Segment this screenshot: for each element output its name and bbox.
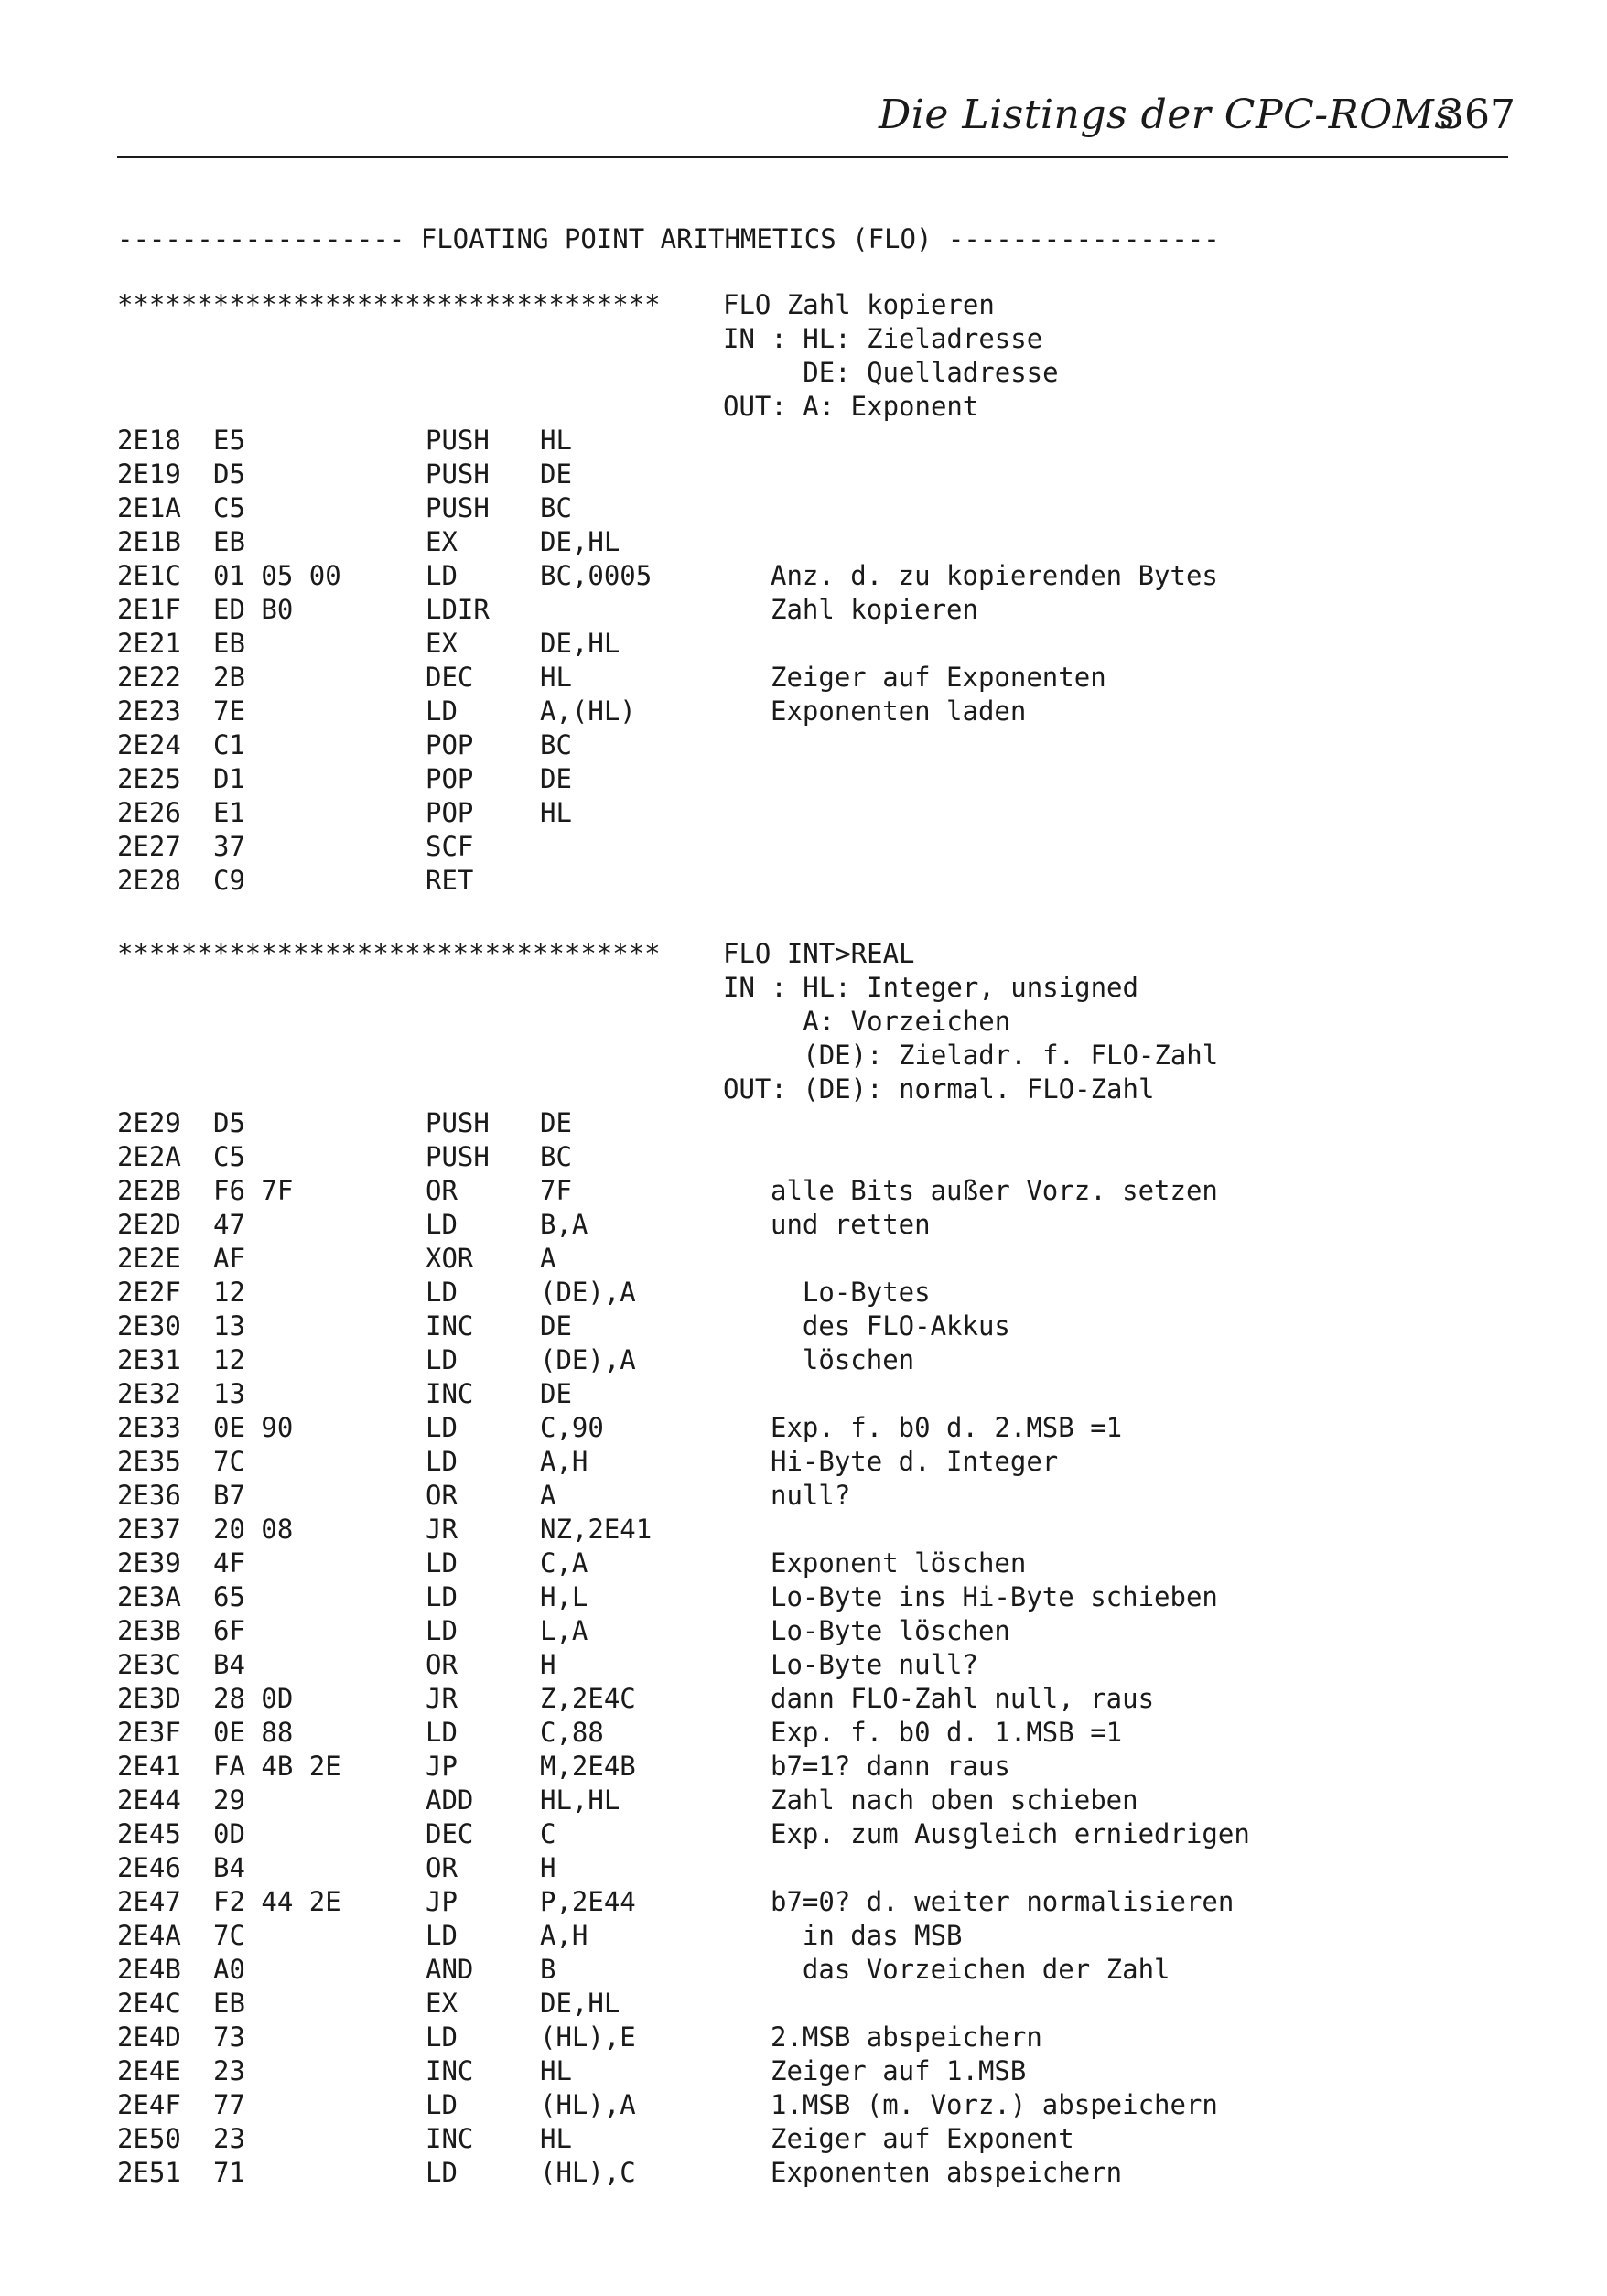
operand-cell: DE bbox=[540, 458, 572, 490]
listing-row bbox=[0, 1682, 1607, 1716]
operand-cell: P,2E44 bbox=[540, 1886, 636, 1917]
listing-row bbox=[0, 864, 1607, 898]
opcode-bytes-cell: 13 bbox=[213, 1378, 245, 1409]
opcode-bytes-cell: EB bbox=[213, 628, 245, 659]
comment-cell: b7=0? d. weiter normalisieren bbox=[771, 1886, 1235, 1917]
comment-cell: Exponenten laden bbox=[771, 695, 1027, 727]
mnemonic-cell: INC bbox=[426, 1310, 474, 1342]
address-cell: 2E32 bbox=[117, 1378, 181, 1409]
mnemonic-cell: JR bbox=[426, 1683, 458, 1714]
mnemonic-cell: LD bbox=[426, 1277, 458, 1308]
listing-row bbox=[0, 627, 1607, 661]
opcode-bytes-cell: EB bbox=[213, 526, 245, 557]
listing-row bbox=[0, 1343, 1607, 1377]
operand-cell: (HL),A bbox=[540, 2089, 636, 2120]
listing-row bbox=[0, 1750, 1607, 1784]
operand-cell: Z,2E4C bbox=[540, 1683, 636, 1714]
address-cell: 2E46 bbox=[117, 1852, 181, 1883]
listing-row bbox=[0, 1140, 1607, 1174]
mnemonic-cell: LD bbox=[426, 1581, 458, 1612]
opcode-bytes-cell: 7C bbox=[213, 1920, 245, 1951]
opcode-bytes-cell: D5 bbox=[213, 1107, 245, 1138]
comment-cell: Lo-Byte null? bbox=[771, 1649, 978, 1680]
mnemonic-cell: RET bbox=[426, 865, 474, 896]
mnemonic-cell: DEC bbox=[426, 1818, 474, 1849]
opcode-bytes-cell: 23 bbox=[213, 2055, 245, 2086]
operand-cell: BC bbox=[540, 729, 572, 760]
listing-row bbox=[0, 1174, 1607, 1208]
operand-cell: 7F bbox=[540, 1175, 572, 1206]
listing-row bbox=[0, 1547, 1607, 1580]
address-cell: 2E3D bbox=[117, 1683, 181, 1714]
running-header-title: Die Listings der CPC-ROMs bbox=[879, 92, 1456, 138]
mnemonic-cell: OR bbox=[426, 1175, 458, 1206]
mnemonic-cell: LD bbox=[426, 2089, 458, 2120]
address-cell: 2E51 bbox=[117, 2157, 181, 2188]
opcode-bytes-cell: 23 bbox=[213, 2123, 245, 2154]
mnemonic-cell: PUSH bbox=[426, 492, 490, 523]
opcode-bytes-cell: B7 bbox=[213, 1480, 245, 1511]
listing-row bbox=[0, 593, 1607, 627]
mnemonic-cell: JR bbox=[426, 1514, 458, 1545]
listing-row bbox=[0, 1580, 1607, 1614]
comment-cell: löschen bbox=[771, 1344, 915, 1375]
address-cell: 2E3C bbox=[117, 1649, 181, 1680]
page-number: 367 bbox=[1439, 92, 1515, 138]
listing-row bbox=[0, 1953, 1607, 1987]
address-cell: 2E29 bbox=[117, 1107, 181, 1138]
listing-row bbox=[0, 2021, 1607, 2054]
address-cell: 2E18 bbox=[117, 425, 181, 456]
opcode-bytes-cell: A0 bbox=[213, 1954, 245, 1985]
operand-cell: (HL),E bbox=[540, 2021, 636, 2053]
mnemonic-cell: POP bbox=[426, 729, 474, 760]
opcode-bytes-cell: 13 bbox=[213, 1310, 245, 1342]
comment-cell: Lo-Byte ins Hi-Byte schieben bbox=[771, 1581, 1218, 1612]
mnemonic-cell: AND bbox=[426, 1954, 474, 1985]
opcode-bytes-cell: C5 bbox=[213, 1141, 245, 1172]
mnemonic-cell: LDIR bbox=[426, 594, 490, 625]
opcode-bytes-cell: FA 4B 2E bbox=[213, 1751, 341, 1782]
separator-stars: ********************************** bbox=[117, 938, 661, 969]
mnemonic-cell: EX bbox=[426, 526, 458, 557]
routine-title: FLO INT>REAL bbox=[723, 938, 915, 969]
opcode-bytes-cell: AF bbox=[213, 1243, 245, 1274]
comment-cell: Exp. zum Ausgleich erniedrigen bbox=[771, 1818, 1250, 1849]
mnemonic-cell: PUSH bbox=[426, 1141, 490, 1172]
listing-row bbox=[0, 1310, 1607, 1343]
operand-cell: DE bbox=[540, 1107, 572, 1138]
operand-cell: HL,HL bbox=[540, 1784, 620, 1816]
address-cell: 2E1B bbox=[117, 526, 181, 557]
address-cell: 2E21 bbox=[117, 628, 181, 659]
routine-io-line: OUT: A: Exponent bbox=[723, 391, 979, 422]
operand-cell: NZ,2E41 bbox=[540, 1514, 653, 1545]
operand-cell: A,H bbox=[540, 1446, 588, 1477]
comment-cell: das Vorzeichen der Zahl bbox=[771, 1954, 1170, 1985]
operand-cell: C,88 bbox=[540, 1717, 604, 1748]
mnemonic-cell: PUSH bbox=[426, 425, 490, 456]
listing-row bbox=[0, 830, 1607, 864]
opcode-bytes-cell: 77 bbox=[213, 2089, 245, 2120]
listing-row bbox=[0, 2122, 1607, 2156]
operand-cell: (DE),A bbox=[540, 1277, 636, 1308]
opcode-bytes-cell: 2B bbox=[213, 662, 245, 693]
operand-cell: HL bbox=[540, 2123, 572, 2154]
opcode-bytes-cell: 12 bbox=[213, 1344, 245, 1375]
comment-cell: 1.MSB (m. Vorz.) abspeichern bbox=[771, 2089, 1218, 2120]
operand-cell: H,L bbox=[540, 1581, 588, 1612]
comment-cell: Lo-Byte löschen bbox=[771, 1615, 1010, 1646]
address-cell: 2E3F bbox=[117, 1717, 181, 1748]
listing-row bbox=[0, 695, 1607, 728]
listing-row bbox=[0, 1784, 1607, 1817]
mnemonic-cell: OR bbox=[426, 1480, 458, 1511]
comment-cell: Hi-Byte d. Integer bbox=[771, 1446, 1059, 1477]
opcode-bytes-cell: 47 bbox=[213, 1209, 245, 1240]
address-cell: 2E30 bbox=[117, 1310, 181, 1342]
mnemonic-cell: LD bbox=[426, 2157, 458, 2188]
operand-cell: DE bbox=[540, 1310, 572, 1342]
separator-stars: ********************************** bbox=[117, 289, 661, 320]
address-cell: 2E4B bbox=[117, 1954, 181, 1985]
header-rule bbox=[117, 156, 1508, 158]
opcode-bytes-cell: 65 bbox=[213, 1581, 245, 1612]
comment-cell: b7=1? dann raus bbox=[771, 1751, 1010, 1782]
operand-cell: DE,HL bbox=[540, 628, 620, 659]
mnemonic-cell: LD bbox=[426, 1920, 458, 1951]
routine-title: FLO Zahl kopieren bbox=[723, 289, 995, 320]
comment-cell: Exp. f. b0 d. 1.MSB =1 bbox=[771, 1717, 1123, 1748]
opcode-bytes-cell: 73 bbox=[213, 2021, 245, 2053]
listing-row bbox=[0, 1377, 1607, 1411]
operand-cell: B bbox=[540, 1954, 556, 1985]
operand-cell: A bbox=[540, 1243, 556, 1274]
opcode-bytes-cell: D1 bbox=[213, 763, 245, 794]
address-cell: 2E50 bbox=[117, 2123, 181, 2154]
mnemonic-cell: INC bbox=[426, 1378, 474, 1409]
opcode-bytes-cell: 71 bbox=[213, 2157, 245, 2188]
address-cell: 2E26 bbox=[117, 797, 181, 828]
address-cell: 2E4F bbox=[117, 2089, 181, 2120]
listing-row bbox=[0, 1208, 1607, 1242]
operand-cell: A bbox=[540, 1480, 556, 1511]
address-cell: 2E37 bbox=[117, 1514, 181, 1545]
opcode-bytes-cell: EB bbox=[213, 1988, 245, 2019]
opcode-bytes-cell: 0E 88 bbox=[213, 1717, 294, 1748]
mnemonic-cell: PUSH bbox=[426, 1107, 490, 1138]
opcode-bytes-cell: F2 44 2E bbox=[213, 1886, 341, 1917]
routine-io-line: A: Vorzeichen bbox=[803, 1006, 1011, 1037]
address-cell: 2E4A bbox=[117, 1920, 181, 1951]
listing-row bbox=[0, 1716, 1607, 1750]
address-cell: 2E23 bbox=[117, 695, 181, 727]
mnemonic-cell: ADD bbox=[426, 1784, 474, 1816]
mnemonic-cell: LD bbox=[426, 1412, 458, 1443]
comment-cell: in das MSB bbox=[771, 1920, 963, 1951]
operand-cell: BC,0005 bbox=[540, 560, 653, 591]
mnemonic-cell: PUSH bbox=[426, 458, 490, 490]
mnemonic-cell: JP bbox=[426, 1886, 458, 1917]
opcode-bytes-cell: E1 bbox=[213, 797, 245, 828]
comment-cell: des FLO-Akkus bbox=[771, 1310, 1010, 1342]
listing-row bbox=[0, 1987, 1607, 2021]
comment-cell: Zeiger auf 1.MSB bbox=[771, 2055, 1027, 2086]
operand-cell: M,2E4B bbox=[540, 1751, 636, 1782]
operand-cell: B,A bbox=[540, 1209, 588, 1240]
listing-row bbox=[0, 1445, 1607, 1479]
mnemonic-cell: LD bbox=[426, 1344, 458, 1375]
operand-cell: C bbox=[540, 1818, 556, 1849]
listing-row bbox=[0, 1851, 1607, 1885]
address-cell: 2E27 bbox=[117, 831, 181, 862]
address-cell: 2E28 bbox=[117, 865, 181, 896]
address-cell: 2E2F bbox=[117, 1277, 181, 1308]
opcode-bytes-cell: 01 05 00 bbox=[213, 560, 341, 591]
mnemonic-cell: POP bbox=[426, 763, 474, 794]
comment-cell: Zeiger auf Exponenten bbox=[771, 662, 1106, 693]
listing-row bbox=[0, 491, 1607, 525]
opcode-bytes-cell: C5 bbox=[213, 492, 245, 523]
routine-io-line: IN : HL: Zieladresse bbox=[723, 323, 1043, 354]
opcode-bytes-cell: E5 bbox=[213, 425, 245, 456]
comment-cell: Exp. f. b0 d. 2.MSB =1 bbox=[771, 1412, 1123, 1443]
mnemonic-cell: XOR bbox=[426, 1243, 474, 1274]
operand-cell: BC bbox=[540, 1141, 572, 1172]
listing-row bbox=[0, 1479, 1607, 1513]
mnemonic-cell: OR bbox=[426, 1852, 458, 1883]
address-cell: 2E19 bbox=[117, 458, 181, 490]
routine-io-line: DE: Quelladresse bbox=[803, 357, 1059, 388]
mnemonic-cell: EX bbox=[426, 1988, 458, 2019]
listing-row bbox=[0, 728, 1607, 762]
address-cell: 2E2E bbox=[117, 1243, 181, 1274]
listing-row bbox=[0, 2156, 1607, 2190]
address-cell: 2E4E bbox=[117, 2055, 181, 2086]
address-cell: 2E36 bbox=[117, 1480, 181, 1511]
opcode-bytes-cell: 4F bbox=[213, 1547, 245, 1579]
operand-cell: DE bbox=[540, 1378, 572, 1409]
operand-cell: (HL),C bbox=[540, 2157, 636, 2188]
listing-row bbox=[0, 1614, 1607, 1648]
section-title: ------------------ FLOATING POINT ARITHMETICS (FLO) ----------------- bbox=[117, 223, 1220, 254]
address-cell: 2E41 bbox=[117, 1751, 181, 1782]
listing-row bbox=[0, 762, 1607, 796]
routine-io-line: (DE): Zieladr. f. FLO-Zahl bbox=[803, 1040, 1219, 1071]
comment-cell: Zeiger auf Exponent bbox=[771, 2123, 1074, 2154]
operand-cell: HL bbox=[540, 2055, 572, 2086]
mnemonic-cell: LD bbox=[426, 1615, 458, 1646]
listing-row bbox=[0, 1648, 1607, 1682]
opcode-bytes-cell: 37 bbox=[213, 831, 245, 862]
comment-cell: Zahl nach oben schieben bbox=[771, 1784, 1138, 1816]
comment-cell: Lo-Bytes bbox=[771, 1277, 931, 1308]
listing-row bbox=[0, 1919, 1607, 1953]
comment-cell: Exponenten abspeichern bbox=[771, 2157, 1123, 2188]
opcode-bytes-cell: C1 bbox=[213, 729, 245, 760]
opcode-bytes-cell: B4 bbox=[213, 1852, 245, 1883]
operand-cell: HL bbox=[540, 662, 572, 693]
mnemonic-cell: LD bbox=[426, 695, 458, 727]
operand-cell: HL bbox=[540, 797, 572, 828]
mnemonic-cell: INC bbox=[426, 2123, 474, 2154]
mnemonic-cell: SCF bbox=[426, 831, 474, 862]
opcode-bytes-cell: 7C bbox=[213, 1446, 245, 1477]
opcode-bytes-cell: B4 bbox=[213, 1649, 245, 1680]
listing-row bbox=[0, 424, 1607, 458]
address-cell: 2E1F bbox=[117, 594, 181, 625]
listing-row bbox=[0, 2088, 1607, 2122]
listing-row bbox=[0, 2054, 1607, 2088]
mnemonic-cell: LD bbox=[426, 1547, 458, 1579]
operand-cell: DE,HL bbox=[540, 526, 620, 557]
listing-row bbox=[0, 1106, 1607, 1140]
opcode-bytes-cell: 6F bbox=[213, 1615, 245, 1646]
listing-row bbox=[0, 559, 1607, 593]
mnemonic-cell: EX bbox=[426, 628, 458, 659]
operand-cell: BC bbox=[540, 492, 572, 523]
address-cell: 2E1C bbox=[117, 560, 181, 591]
mnemonic-cell: DEC bbox=[426, 662, 474, 693]
comment-cell: und retten bbox=[771, 1209, 931, 1240]
mnemonic-cell: JP bbox=[426, 1751, 458, 1782]
address-cell: 2E4D bbox=[117, 2021, 181, 2053]
routine-io-line: OUT: (DE): normal. FLO-Zahl bbox=[723, 1073, 1155, 1105]
opcode-bytes-cell: 29 bbox=[213, 1784, 245, 1816]
listing-row bbox=[0, 458, 1607, 491]
mnemonic-cell: LD bbox=[426, 1717, 458, 1748]
address-cell: 2E47 bbox=[117, 1886, 181, 1917]
address-cell: 2E33 bbox=[117, 1412, 181, 1443]
operand-cell: H bbox=[540, 1649, 556, 1680]
operand-cell: C,90 bbox=[540, 1412, 604, 1443]
comment-cell: 2.MSB abspeichern bbox=[771, 2021, 1042, 2053]
listing-row bbox=[0, 1242, 1607, 1276]
opcode-bytes-cell: 0D bbox=[213, 1818, 245, 1849]
address-cell: 2E4C bbox=[117, 1988, 181, 2019]
address-cell: 2E45 bbox=[117, 1818, 181, 1849]
operand-cell: HL bbox=[540, 425, 572, 456]
routine-io-line: IN : HL: Integer, unsigned bbox=[723, 972, 1138, 1003]
mnemonic-cell: LD bbox=[426, 560, 458, 591]
opcode-bytes-cell: 12 bbox=[213, 1277, 245, 1308]
listing-row bbox=[0, 525, 1607, 559]
comment-cell: null? bbox=[771, 1480, 851, 1511]
opcode-bytes-cell: 28 0D bbox=[213, 1683, 294, 1714]
opcode-bytes-cell: F6 7F bbox=[213, 1175, 294, 1206]
opcode-bytes-cell: D5 bbox=[213, 458, 245, 490]
listing-row bbox=[0, 1513, 1607, 1547]
comment-cell: Anz. d. zu kopierenden Bytes bbox=[771, 560, 1218, 591]
address-cell: 2E3A bbox=[117, 1581, 181, 1612]
address-cell: 2E2B bbox=[117, 1175, 181, 1206]
address-cell: 2E3B bbox=[117, 1615, 181, 1646]
operand-cell: H bbox=[540, 1852, 556, 1883]
operand-cell: (DE),A bbox=[540, 1344, 636, 1375]
mnemonic-cell: LD bbox=[426, 1446, 458, 1477]
listing-row bbox=[0, 1817, 1607, 1851]
address-cell: 2E35 bbox=[117, 1446, 181, 1477]
mnemonic-cell: INC bbox=[426, 2055, 474, 2086]
listing-row bbox=[0, 661, 1607, 695]
address-cell: 2E44 bbox=[117, 1784, 181, 1816]
operand-cell: DE bbox=[540, 763, 572, 794]
address-cell: 2E2A bbox=[117, 1141, 181, 1172]
comment-cell: Exponent löschen bbox=[771, 1547, 1027, 1579]
mnemonic-cell: OR bbox=[426, 1649, 458, 1680]
listing-row bbox=[0, 1276, 1607, 1310]
opcode-bytes-cell: 20 08 bbox=[213, 1514, 294, 1545]
operand-cell: A,(HL) bbox=[540, 695, 636, 727]
listing-row bbox=[0, 1885, 1607, 1919]
mnemonic-cell: POP bbox=[426, 797, 474, 828]
opcode-bytes-cell: 0E 90 bbox=[213, 1412, 294, 1443]
comment-cell: dann FLO-Zahl null, raus bbox=[771, 1683, 1155, 1714]
comment-cell: alle Bits außer Vorz. setzen bbox=[771, 1175, 1218, 1206]
address-cell: 2E31 bbox=[117, 1344, 181, 1375]
operand-cell: L,A bbox=[540, 1615, 588, 1646]
opcode-bytes-cell: ED B0 bbox=[213, 594, 294, 625]
operand-cell: DE,HL bbox=[540, 1988, 620, 2019]
address-cell: 2E25 bbox=[117, 763, 181, 794]
listing-row bbox=[0, 796, 1607, 830]
address-cell: 2E24 bbox=[117, 729, 181, 760]
operand-cell: C,A bbox=[540, 1547, 588, 1579]
mnemonic-cell: LD bbox=[426, 1209, 458, 1240]
address-cell: 2E22 bbox=[117, 662, 181, 693]
listing-row bbox=[0, 1411, 1607, 1445]
operand-cell: A,H bbox=[540, 1920, 588, 1951]
opcode-bytes-cell: 7E bbox=[213, 695, 245, 727]
mnemonic-cell: LD bbox=[426, 2021, 458, 2053]
address-cell: 2E39 bbox=[117, 1547, 181, 1579]
address-cell: 2E1A bbox=[117, 492, 181, 523]
address-cell: 2E2D bbox=[117, 1209, 181, 1240]
opcode-bytes-cell: C9 bbox=[213, 865, 245, 896]
comment-cell: Zahl kopieren bbox=[771, 594, 978, 625]
